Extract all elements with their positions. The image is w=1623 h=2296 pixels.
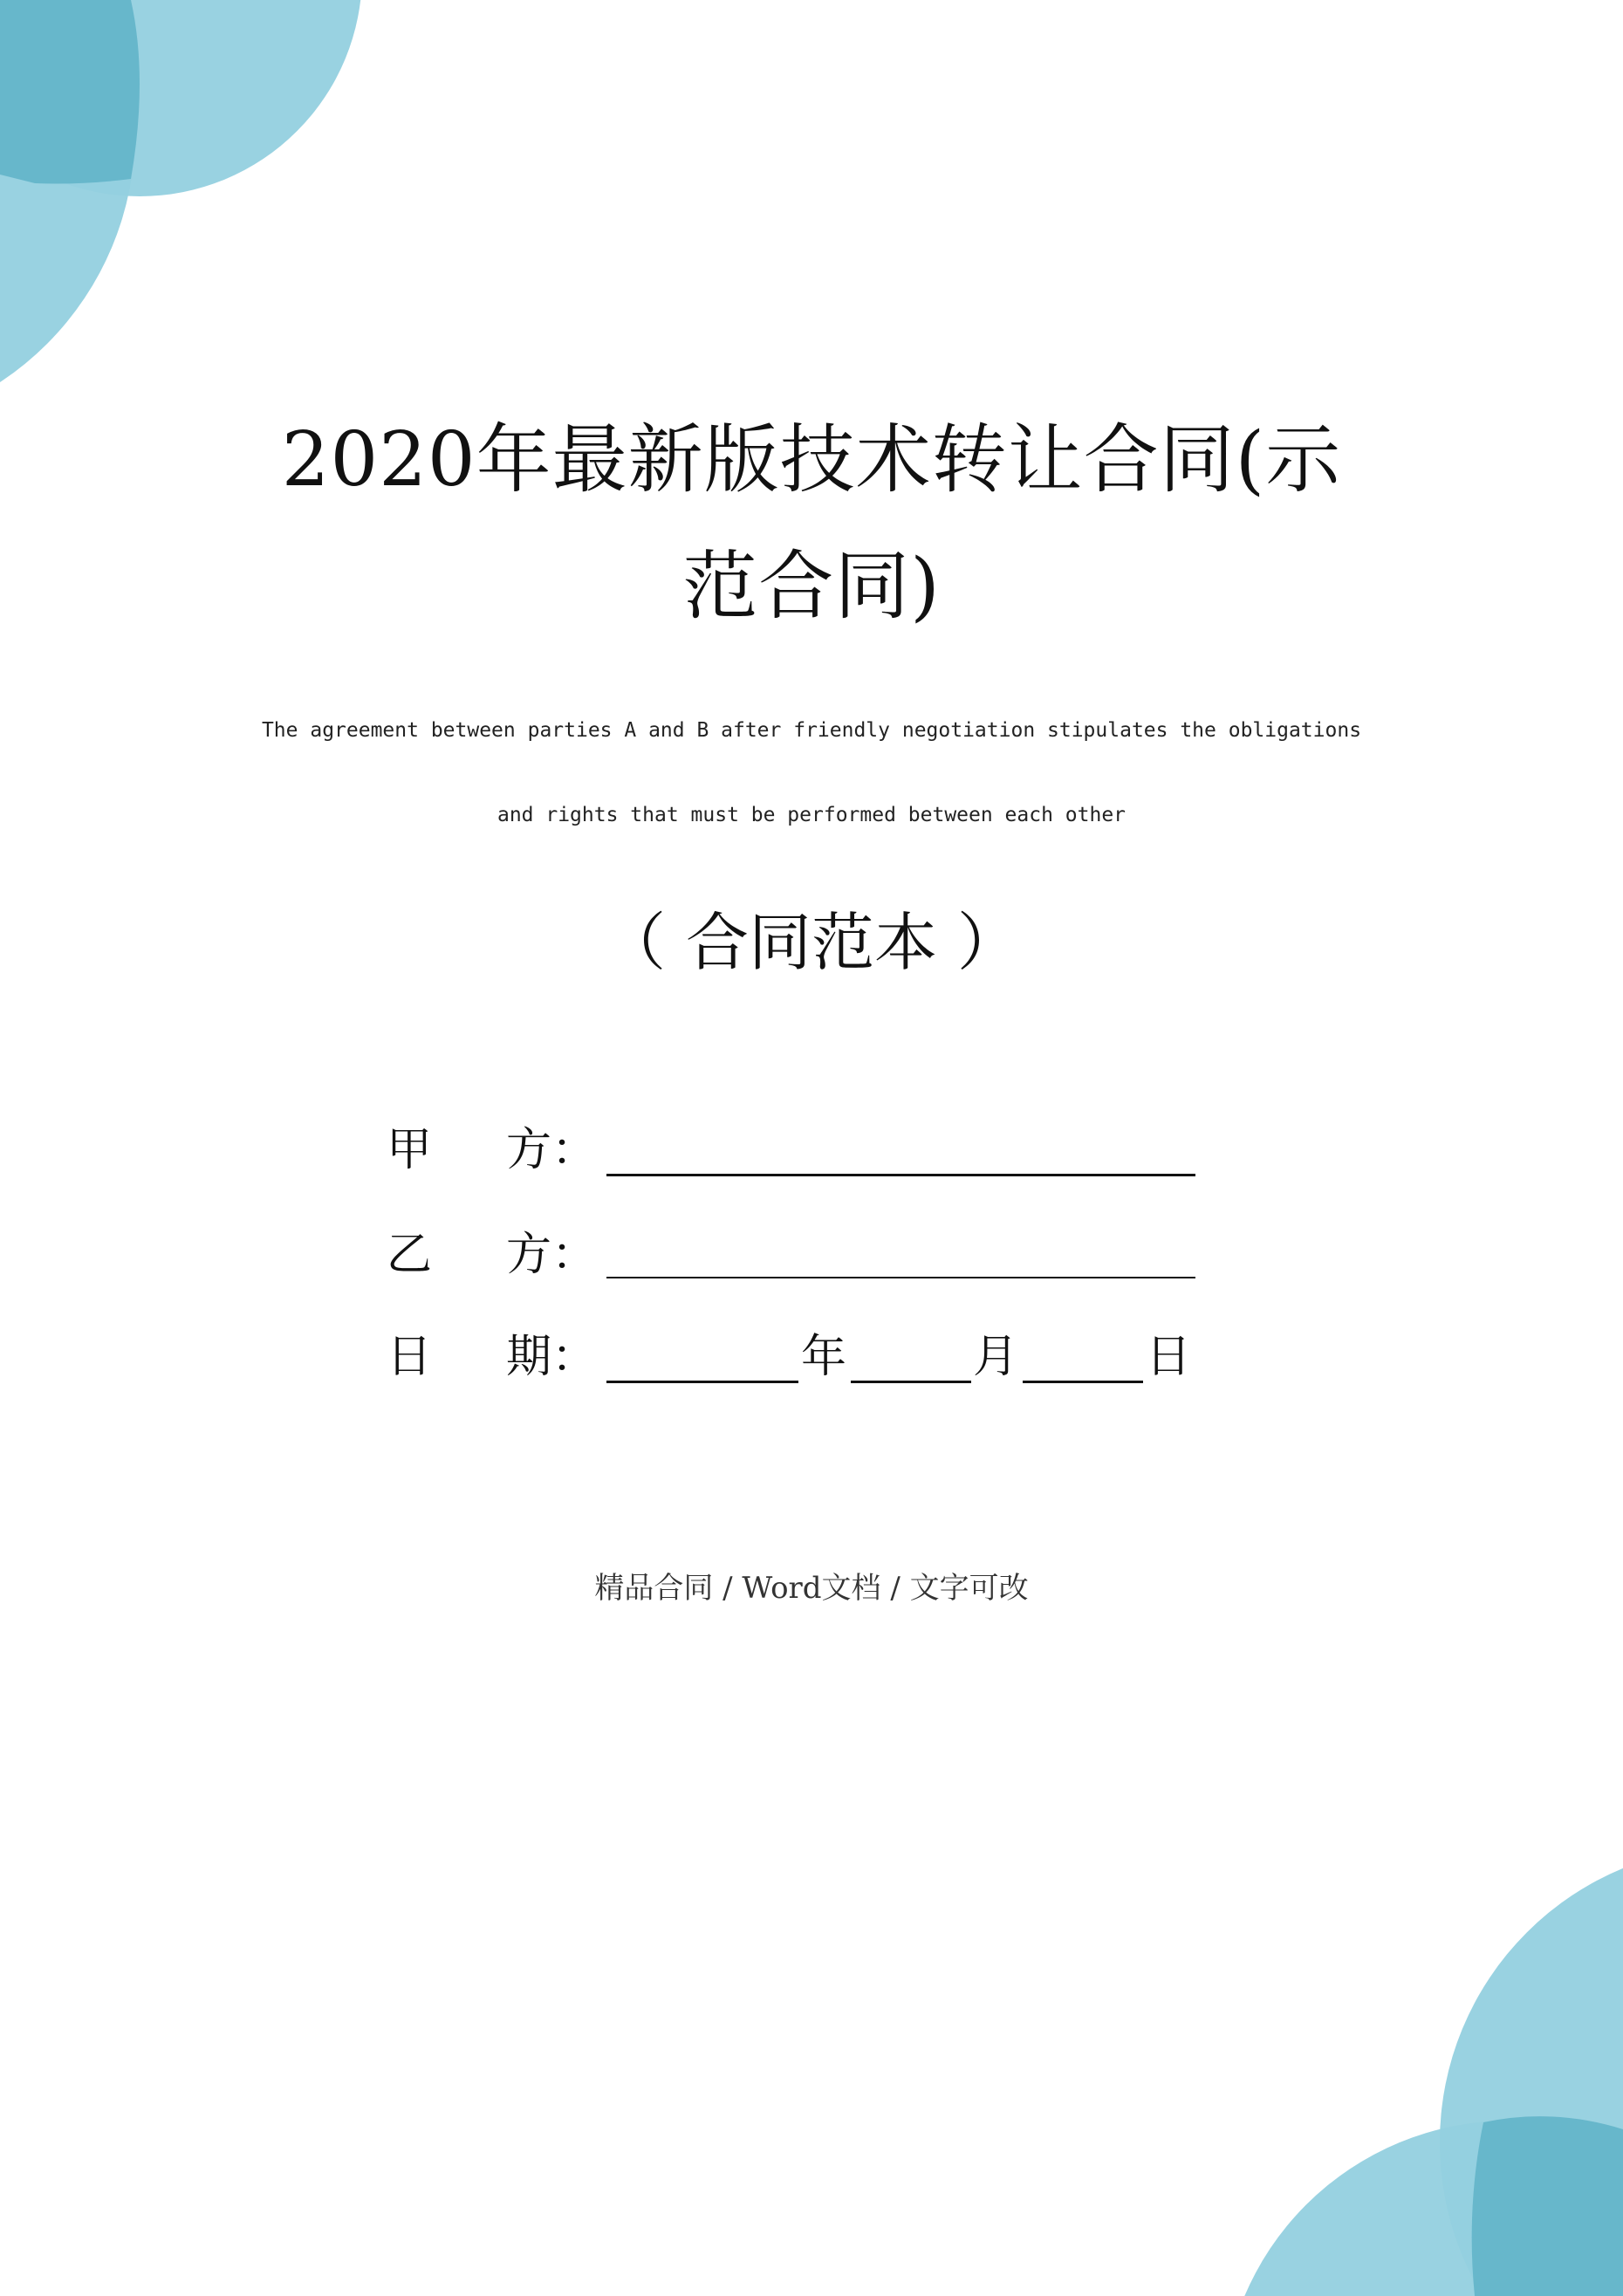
date-month-field[interactable] xyxy=(851,1381,971,1383)
date-day-label: 日 xyxy=(1146,1331,1192,1383)
document-title-line-2: 范合同) xyxy=(682,543,941,630)
document-title-line-1: 2020年最新版技术转让合同(示 xyxy=(281,416,1342,504)
date-label-suffix: 期： xyxy=(506,1331,598,1383)
party-b-label-suffix: 方： xyxy=(506,1229,598,1281)
party-a-label-char: 甲 xyxy=(387,1124,433,1176)
subtitle-line-1: The agreement between parties A and B after friendly negotiation stipulates the obligations xyxy=(261,719,1362,742)
date-label-char: 日 xyxy=(387,1331,433,1383)
party-b-field[interactable] xyxy=(606,1277,1195,1278)
date-month-label: 月 xyxy=(973,1331,1019,1383)
date-year-label: 年 xyxy=(801,1331,847,1383)
party-a-field[interactable] xyxy=(606,1174,1195,1176)
subtitle-line-2: and rights that must be performed between each other xyxy=(496,804,1127,826)
date-day-field[interactable] xyxy=(1023,1381,1143,1383)
party-a-label-suffix: 方： xyxy=(506,1124,598,1176)
date-year-field[interactable] xyxy=(606,1381,798,1383)
contract-sample-label: （ 合同范本 ） xyxy=(603,906,1020,979)
deco-overlap-tl xyxy=(0,0,140,183)
party-b-label-char: 乙 xyxy=(387,1229,433,1281)
deco-overlap-br xyxy=(1472,2116,1623,2296)
document-footer-note: 精品合同 / Word文档 / 文字可改 xyxy=(594,1571,1029,1606)
